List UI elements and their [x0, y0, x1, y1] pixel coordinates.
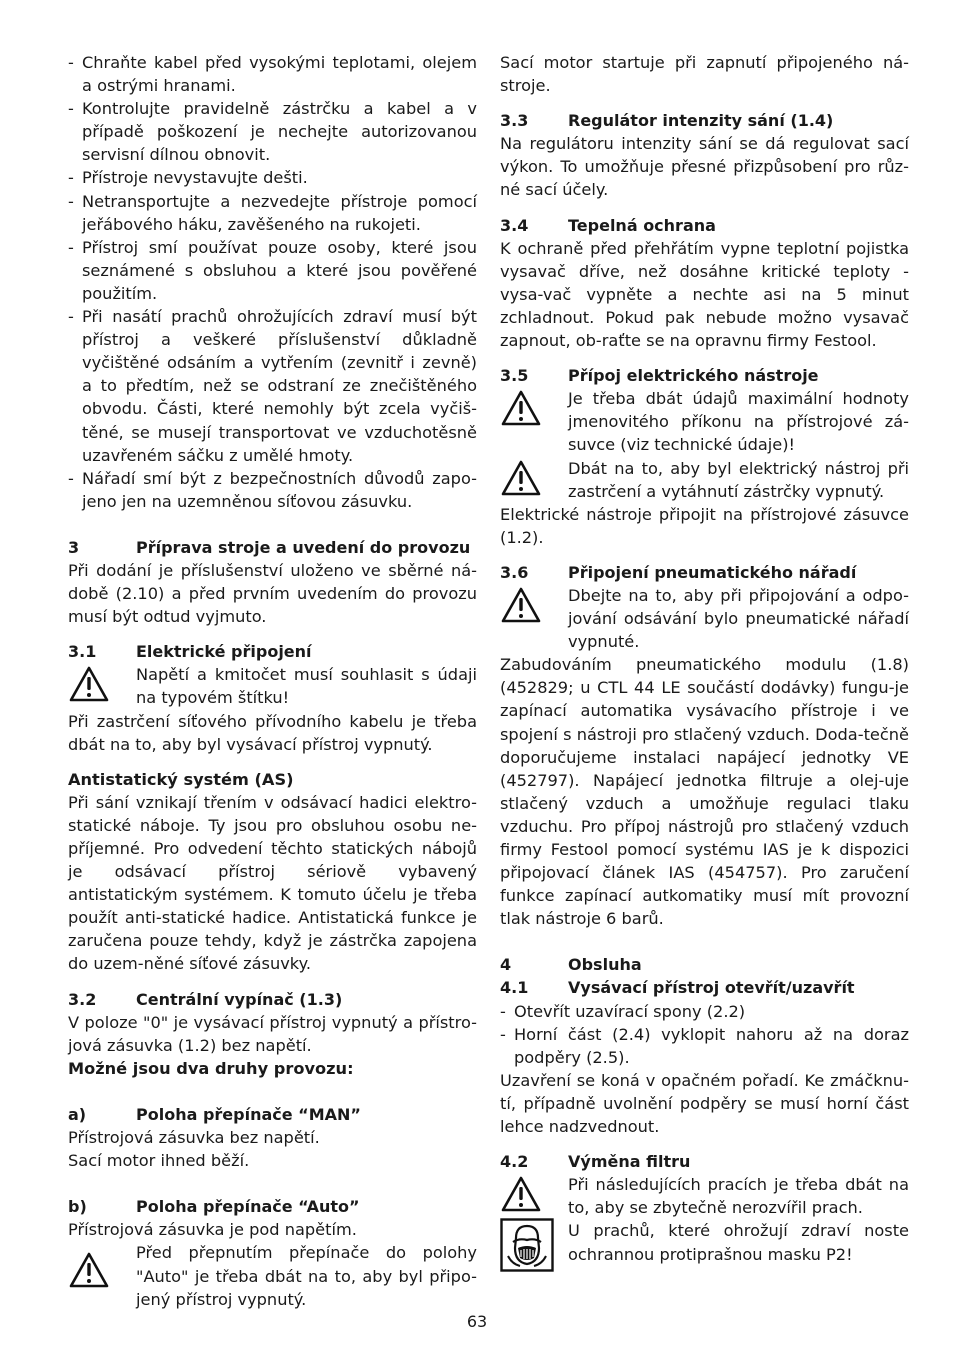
- section-text: K ochraně před přehřátím vypne teplotní pojistka vysavač dříve, než dosáhne kritické teploty - vysa-vač vypněte a nechte asi na 5 minut zchladnout. Pokud pak nebude možno vysavač zapnout, ob-raťte se na opravnu firmy Festool.: [500, 238, 909, 351]
- warning-triangle-icon: [500, 457, 568, 497]
- section-heading-4-2: 4.2 Výměna filtru: [500, 1152, 691, 1172]
- section-heading-4-1: 4.1 Vysávací přístroj otevřít/uzavřít: [500, 978, 855, 998]
- section-heading-3: 3 Příprava stroje a uvedení do provozu: [68, 537, 471, 557]
- section-heading-3-3: 3.3 Regulátor intenzity sání (1.4): [500, 111, 834, 131]
- section-heading-3-1: 3.1 Elektrické připojení: [68, 642, 312, 662]
- right-column: [500, 51, 909, 1272]
- section-heading-3-2: 3.2 Centrální vypínač (1.3): [68, 989, 343, 1009]
- section-text: Zabudováním pneumatického modulu (1.8) (452829; u CTL 44 LE součástí dodávky) fungu-je zapínací automatika vysávacího přístroje i ve spojení s nástroji pro stlačený vzduch. Doda-tečně doporučujeme instalaci napájecí jednotky VE (452797). Napájecí jednotka filtruje a olej-uje stlačený vzduch a umožňuje regulaci tlaku vzduchu. Pro přípoj nástrojů pro stlačený vzduch firmy Festool pomocí systému IAS je k dispozici připojovací článek IAS (454757). Pro zaručení funkce zapínací autkomatiky musí mít provozní tlak nástroje 6 barů.: [500, 655, 909, 929]
- list-item: - Kontrolujte pravidelně zástrčku a kabel a v případě poškození je nechejte autorizovanou servisní dílnou obnovit.: [68, 99, 477, 165]
- section-text: Sací motor startuje při zapnutí připojeného ná-stroje.: [500, 53, 909, 96]
- left-column: [68, 51, 477, 1311]
- section-heading-3-5: 3.5 Přípoj elektrického nástroje: [500, 366, 819, 386]
- text-line: Sací motor ihned běží.: [68, 1151, 250, 1171]
- list-item: - Chraňte kabel před vysokými teplotami, olejem a ostrými hranami.: [68, 53, 477, 96]
- warning-triangle-icon: [68, 663, 136, 703]
- warning-block: [500, 1173, 909, 1272]
- warning-text: U prachů, které ohrožují zdraví noste ochrannou protiprašnou masku P2!: [568, 1221, 909, 1264]
- list-item: - Otevřít uzavírací spony (2.2): [500, 1001, 746, 1021]
- warning-triangle-icon: [500, 1173, 568, 1213]
- warning-block: Před přepnutím přepínače do polohy "Auto" je třeba dbát na to, aby byl připo-jený přístroj vypnutý.: [68, 1241, 477, 1310]
- subheading-antistatic: Antistatický systém (AS): [68, 769, 294, 789]
- warning-triangle-icon: [500, 584, 568, 624]
- section-text: Elektrické nástroje připojit na přístrojové zásuvce (1.2).: [500, 504, 909, 547]
- list-item: - Netransportujte a nezvedejte přístroje pomocí jeřábového háku, zavěšeného na rukojeti.: [68, 191, 477, 234]
- section-heading-b: b) Poloha přepínače “Auto”: [68, 1197, 360, 1217]
- warning-text: Při následujících pracích je třeba dbát na to, aby se zbytečně nerozvířil prach.: [568, 1175, 909, 1218]
- section-heading-3-6: 3.6 Připojení pneumatického nářadí: [500, 562, 857, 582]
- warning-triangle-icon: [68, 1241, 136, 1289]
- warning-block: Dbát na to, aby byl elektrický nástroj při zastrčení a vytáhnutí zástrčky vypnutý.: [500, 457, 909, 503]
- section-text: V poloze "0" je vysávací přístroj vypnutý a přístro-jová zásuvka (1.2) bez napětí.: [68, 1012, 477, 1055]
- page-number: 63: [466, 1312, 488, 1331]
- dust-mask-icon: [500, 1218, 568, 1272]
- bold-note: Možné jsou dva druhy provozu:: [68, 1058, 354, 1078]
- warning-block: Je třeba dbát údajů maximální hodnoty jmenovitého příkonu na přístrojové zá-suvce (viz technické údaje)!: [500, 387, 909, 456]
- section-heading-4: 4 Obsluha: [500, 955, 642, 975]
- list-item: - Při nasátí prachů ohrožujících zdraví musí být přístroj a veškeré příslušenství důkladně vyčištěné odsáním a vytřením (zevnitř i zevně) a to předtím, než se odstraní ze znečištěného obvodu. Části, které nemohly být zcela vyčiš-těné, se musejí transportovat ve vzduchotěsně uzavřeném sáčku z umělé hmoty.: [68, 307, 477, 465]
- list-item: - Přístroje nevystavujte dešti.: [68, 168, 308, 188]
- list-item: - Přístroj smí používat pouze osoby, které jsou seznámené s obsluhou a které jsou pověřené použitím.: [68, 237, 477, 303]
- section-text: Při zastrčení síťového přívodního kabelu je třeba dbát na to, aby byl vysávací přístroj vypnutý.: [68, 711, 477, 754]
- section-text: Při sání vznikají třením v odsávací hadici elektro-statické náboje. Ty jsou pro obsluhou osobu ne-příjemné. Pro odvedení těchto statických nábojů je odsávací přístroj sériově vybavený antistatickým systémem. K tomuto účelu je třeba použít anti-statické hadice. Antistatická funkce je zaručena pouze tehdy, když je zástrčka zapojena do uzem-něné síťové zásuvky.: [68, 792, 477, 974]
- warning-block: Dbejte na to, aby při připojování a odpo-jování odsávání bylo pneumatické nářadí vypnuté.: [500, 584, 909, 653]
- list-item: - Nářadí smí být z bezpečnostních důvodů zapo-jeno jen na uzemněnou síťovou zásuvku.: [68, 468, 477, 511]
- warning-triangle-icon: [500, 387, 568, 427]
- section-text: Při dodání je příslušenství uloženo ve sběrné ná-době (2.10) a před prvním uvedením do provozu musí být odtud vyjmuto.: [68, 560, 477, 627]
- warning-block: Napětí a kmitočet musí souhlasit s údaji na typovém štítku!: [68, 663, 477, 709]
- list-item: - Horní část (2.4) vyklopit nahoru až na doraz podpěry (2.5).: [500, 1024, 909, 1067]
- section-heading-a: a) Poloha přepínače “MAN”: [68, 1104, 361, 1124]
- section-text: Na regulátoru intenzity sání se dá regulovat sací výkon. To umožňuje přesné přizpůsobení pro růz-né sací účely.: [500, 134, 909, 200]
- text-line: Přístrojová zásuvka je pod napětím.: [68, 1220, 357, 1240]
- section-heading-3-4: 3.4 Tepelná ochrana: [500, 215, 716, 235]
- text-line: Přístrojová zásuvka bez napětí.: [68, 1128, 320, 1148]
- section-text: Uzavření se koná v opačném pořadí. Ke zmáčknu-tí, případně uvolnění podpěry se musí horní část lehce nadzvednout.: [500, 1070, 909, 1137]
